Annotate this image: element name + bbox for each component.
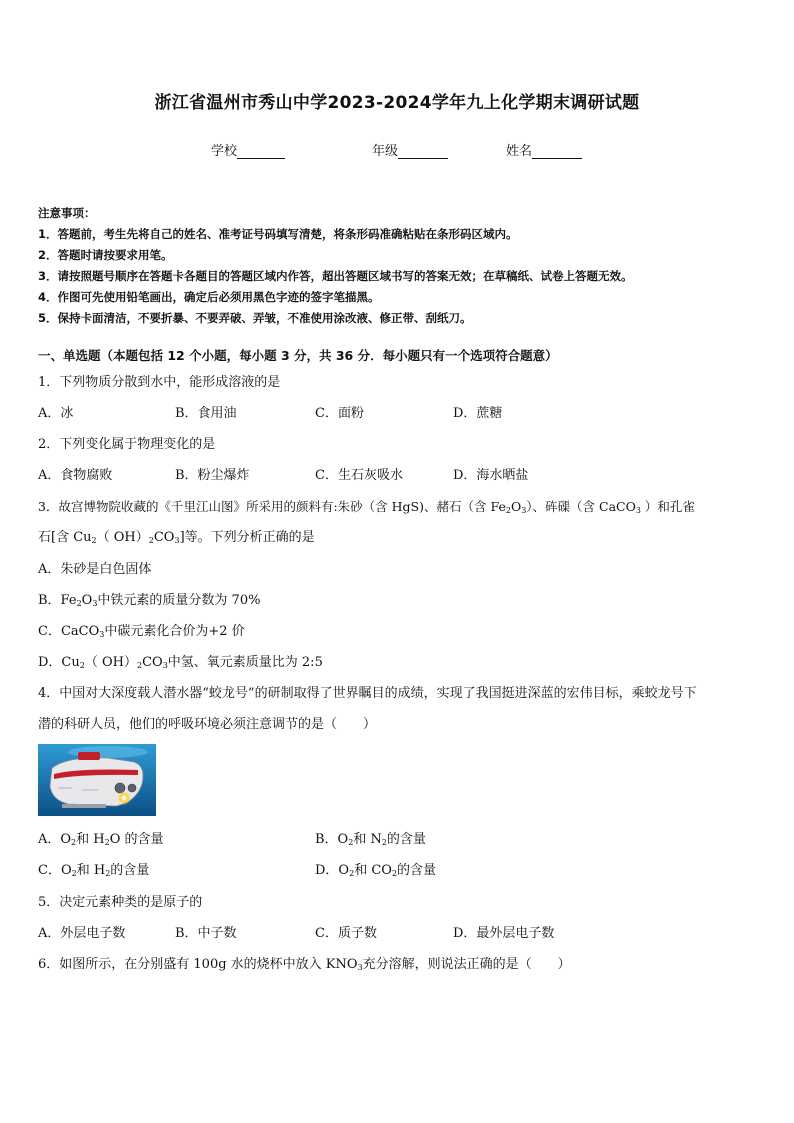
question-6-stem	[38, 955, 768, 975]
q3-option-d[interactable]	[38, 653, 768, 673]
q3-option-text: （ OH）	[84, 655, 137, 670]
subscript: 3	[174, 536, 180, 545]
question-5-stem: 5．决定元素种类的是原子的	[38, 895, 203, 910]
subscript: 2	[91, 536, 97, 545]
subscript: 2	[148, 536, 154, 545]
q3-option-text: 中氢、氧元素质量比为 2:5	[167, 655, 323, 670]
q3-option-text: C．CaCO	[38, 624, 100, 639]
grade-field[interactable]	[372, 140, 448, 159]
school-blank[interactable]	[237, 145, 285, 159]
subscript: 3	[99, 630, 105, 639]
notes-heading: 注意事项：	[38, 206, 96, 220]
subscript: 2	[381, 838, 387, 847]
q4-option-text: C．O	[38, 863, 72, 878]
submersible-image	[38, 744, 156, 816]
q5-option-a[interactable]: A．外层电子数	[38, 926, 126, 941]
notes-block	[38, 203, 768, 329]
subscript: 2	[104, 838, 110, 847]
question-3-stem-line-1	[38, 497, 768, 517]
q4-option-text: 和 H	[76, 863, 106, 878]
q2-option-c[interactable]: C．生石灰吸水	[315, 468, 403, 483]
subscript: 3	[357, 963, 363, 972]
q4-option-text: 和 H	[76, 832, 105, 847]
question-4-options-row-2	[38, 861, 768, 881]
q5-option-d[interactable]: D．最外层电子数	[453, 926, 555, 941]
q1-option-d[interactable]: D．蔗糖	[453, 406, 503, 421]
school-label: 学校	[211, 144, 238, 159]
question-4-stem-line-2: 潜的科研人员，他们的呼吸环境必须注意调节的是（ ）	[38, 717, 377, 732]
question-2-options	[38, 466, 768, 486]
note-item: 5．保持卡面清洁，不要折暴、不要弄破、弄皱，不准使用涂改液、修正带、刮纸刀。	[38, 311, 472, 325]
q3-option-text: 中铁元素的质量分数为 70%	[97, 593, 261, 608]
subscript: 3	[521, 506, 527, 515]
question-1-stem: 1．下列物质分散到水中，能形成溶液的是	[38, 375, 281, 390]
school-field[interactable]	[211, 140, 285, 159]
note-item: 2．答题时请按要求用笔。	[38, 248, 173, 262]
question-4-stem-line-1: 4．中国对大深度载人潜水器“蛟龙号”的研制取得了世界瞩目的成绩，实现了我国挺进深蓝的宏伟目标，乘蛟龙号下	[38, 686, 697, 701]
subscript: 2	[105, 869, 111, 878]
exam-title: 浙江省温州市秀山中学2023-2024学年九上化学期末调研试题	[154, 93, 640, 113]
q3-text: ）和孔雀	[640, 499, 695, 514]
subscript: 2	[349, 869, 355, 878]
name-label: 姓名	[506, 144, 533, 159]
subscript: 2	[76, 599, 82, 608]
question-5-options	[38, 924, 768, 944]
subscript: 2	[136, 661, 143, 670]
subscript: 2	[71, 838, 77, 847]
q4-option-text: A．O	[38, 832, 72, 847]
q3-option-b[interactable]	[38, 591, 768, 611]
q4-option-text: 的含量	[386, 832, 426, 847]
q3-text: O	[510, 499, 522, 514]
note-item: 4．作图可先使用铅笔画出，确定后必须用黑色字迹的签字笔描黑。	[38, 290, 380, 304]
q1-option-b[interactable]: B．食用油	[175, 406, 237, 421]
name-field[interactable]	[506, 140, 582, 159]
q3-option-text: O	[81, 593, 93, 608]
student-info-row	[0, 140, 794, 160]
subscript: 3	[635, 506, 641, 515]
q5-option-c[interactable]: C．质子数	[315, 926, 377, 941]
q6-text: 充分溶解，则说法正确的是（ ）	[362, 957, 571, 972]
subscript: 3	[92, 599, 98, 608]
q3-text: 石[含 Cu	[38, 530, 92, 545]
q4-option-a[interactable]	[38, 830, 164, 850]
grade-blank[interactable]	[398, 145, 448, 159]
q3-option-a[interactable]: A．朱砂是白色固体	[38, 562, 152, 577]
question-1-options	[38, 404, 768, 424]
q4-option-text: 的含量	[110, 863, 150, 878]
q3-text: 3．故宫博物院收藏的《千里江山图》所采用的颜料有:朱砂（含 HgS)、赭石（含 Fe	[38, 499, 506, 514]
q3-option-text: CO	[142, 655, 163, 670]
q3-option-text: B．Fe	[38, 593, 77, 608]
q2-option-a[interactable]: A．食物腐败	[38, 468, 113, 483]
q4-option-text: B．O	[315, 832, 349, 847]
q3-text: ）、砗磲（含 CaCO	[526, 499, 636, 514]
subscript: 2	[348, 838, 354, 847]
question-2-stem: 2．下列变化属于物理变化的是	[38, 437, 216, 452]
section-heading: 一、单选题（本题包括 12 个小题，每小题 3 分，共 36 分．每小题只有一个选项符合题意）	[38, 348, 558, 363]
q4-option-text: O 的含量	[109, 832, 164, 847]
subscript: 2	[71, 869, 77, 878]
q3-text: ]等。下列分析正确的是	[179, 530, 315, 545]
question-3-stem-line-2	[38, 528, 768, 548]
q1-option-c[interactable]: C．面粉	[315, 406, 364, 421]
subscript: 3	[162, 661, 168, 670]
question-4-options-row-1	[38, 830, 768, 850]
q4-option-text: 和 CO	[354, 863, 392, 878]
q4-option-b[interactable]	[315, 830, 426, 850]
subscript: 2	[505, 506, 511, 515]
q1-option-a[interactable]: A．冰	[38, 406, 74, 421]
note-item: 1．答题前，考生先将自己的姓名、准考证号码填写清楚，将条形码准确粘贴在条形码区域内。	[38, 227, 518, 241]
q3-option-c[interactable]	[38, 622, 768, 642]
q4-option-d[interactable]	[315, 861, 436, 881]
q2-option-b[interactable]: B．粉尘爆炸	[175, 468, 250, 483]
q5-option-b[interactable]: B．中子数	[175, 926, 237, 941]
q4-option-text: 和 N	[353, 832, 382, 847]
subscript: 2	[79, 661, 85, 670]
q4-option-text: 的含量	[397, 863, 437, 878]
q3-option-text: D．Cu	[38, 655, 80, 670]
q3-option-text: 中碳元素化合价为+2 价	[104, 624, 245, 639]
name-blank[interactable]	[532, 145, 582, 159]
subscript: 2	[391, 869, 398, 878]
grade-label: 年级	[372, 144, 399, 159]
q3-text: CO	[153, 530, 175, 545]
q2-option-d[interactable]: D．海水晒盐	[453, 468, 529, 483]
note-item: 3．请按照题号顺序在答题卡各题目的答题区域内作答，超出答题区域书写的答案无效；在草稿纸、试卷上答题无效。	[38, 269, 633, 283]
q6-text: 6．如图所示，在分别盛有 100g 水的烧杯中放入 KNO	[38, 957, 358, 972]
q4-option-text: D．O	[315, 863, 350, 878]
q4-option-c[interactable]	[38, 861, 149, 881]
q3-text: （ OH）	[96, 530, 149, 545]
